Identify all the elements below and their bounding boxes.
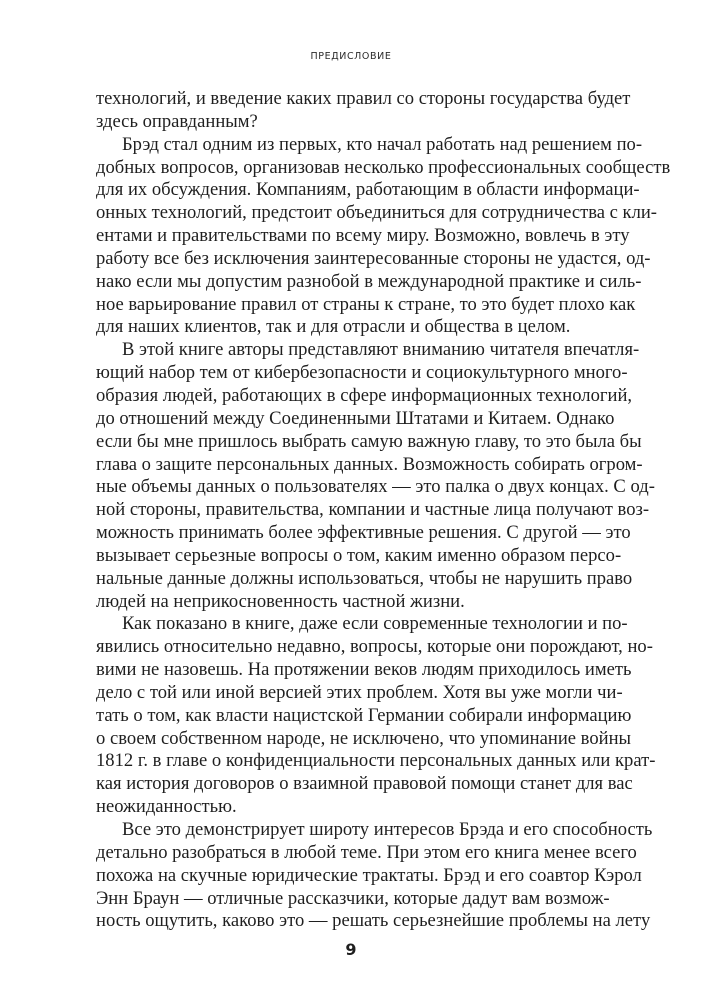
text-line: ющий набор тем от кибербезопасности и социокультурного много-: [96, 362, 628, 384]
text-line: детально разобраться в любой теме. При этом его книга менее всего: [96, 841, 637, 863]
text-line: если бы мне пришлось выбрать самую важную главу, то это была бы: [96, 430, 642, 452]
text-line: ной стороны, правительства, компании и частные лица получают воз-: [96, 499, 650, 521]
text-line: В этой книге авторы представляют вниманию читателя впечатля-: [122, 339, 640, 361]
text-line: дело с той или иной версией этих проблем. Хотя вы уже могли чи-: [96, 681, 623, 703]
text-line: технологий, и введение каких правил со стороны государства будет: [96, 88, 631, 109]
paragraph-2: [96, 133, 671, 340]
text-line: добных вопросов, организовав несколько профессиональных сообществ: [96, 156, 671, 178]
text-line: здесь оправданным?: [96, 110, 258, 132]
text-line: неожиданностью.: [96, 796, 237, 818]
paragraph-3: [96, 339, 655, 613]
text-line: ные объемы данных о пользователях — это палка о двух концах. С од-: [96, 476, 655, 498]
text-line: ентами и правительствами по всему миру. Возможно, вовлечь в эту: [96, 225, 630, 247]
running-head: ПРЕДИСЛОВИЕ: [310, 51, 392, 62]
paragraph-5: [96, 819, 653, 933]
text-line: глава о защите персональных данных. Возможность собирать огром-: [96, 453, 643, 475]
text-line: ность ощутить, каково это — решать серьезнейшие проблемы на лету: [96, 910, 651, 932]
text-line: нальные данные должны использоваться, чтобы не нарушить право: [96, 567, 633, 589]
text-line: вызывает серьезные вопросы о том, каким именно образом персо-: [96, 544, 622, 566]
page-number: 9: [345, 940, 357, 959]
text-line: образия людей, работающих в сфере информационных технологий,: [96, 384, 633, 406]
text-line: Энн Браун — отличные рассказчики, которые дадут вам возмож-: [96, 887, 610, 909]
text-line: о своем собственном народе, не исключено, что упоминание войны: [96, 727, 632, 749]
text-line: кая история договоров о взаимной правовой помощи станет для вас: [96, 773, 633, 795]
paragraph-4: [96, 613, 656, 819]
text-line: вими не назовешь. На протяжении веков людям приходилось иметь: [96, 659, 632, 681]
text-line: людей на неприкосновенность частной жизни.: [96, 590, 465, 612]
text-line: ное варьирование правил от страны к стране, то это будет плохо как: [96, 293, 636, 315]
text-line: для их обсуждения. Компаниям, работающим в области информаци-: [96, 179, 640, 201]
text-line: 1812 г. в главе о конфиденциальности персональных данных или крат-: [96, 750, 656, 772]
text-line: Как показано в книге, даже если современные технологии и по-: [122, 613, 628, 635]
text-line: явились относительно недавно, вопросы, которые они порождают, но-: [96, 636, 653, 658]
text-line: Брэд стал одним из первых, кто начал работать над решением по-: [122, 133, 643, 155]
text-line: можность принимать более эффективные решения. С другой — это: [96, 522, 631, 544]
text-line: онных технологий, предстоит объединиться для сотрудничества с кли-: [96, 202, 657, 224]
text-line: похожа на скучные юридические трактаты. Брэд и его соавтор Кэрол: [96, 864, 642, 886]
text-line: работу все без исключения заинтересованные стороны не удастся, од-: [96, 247, 651, 269]
text-line: нако если мы допустим разнобой в международной практике и силь-: [96, 270, 642, 292]
text-line: для наших клиентов, так и для отрасли и общества в целом.: [96, 316, 571, 338]
paragraph-1: [96, 88, 631, 134]
body-text: [96, 88, 671, 933]
text-line: до отношений между Соединенными Штатами и Китаем. Однако: [96, 407, 615, 429]
text-line: тать о том, как власти нацистской Германии собирали информацию: [96, 704, 632, 726]
text-line: Все это демонстрирует широту интересов Брэда и его способность: [122, 819, 653, 840]
